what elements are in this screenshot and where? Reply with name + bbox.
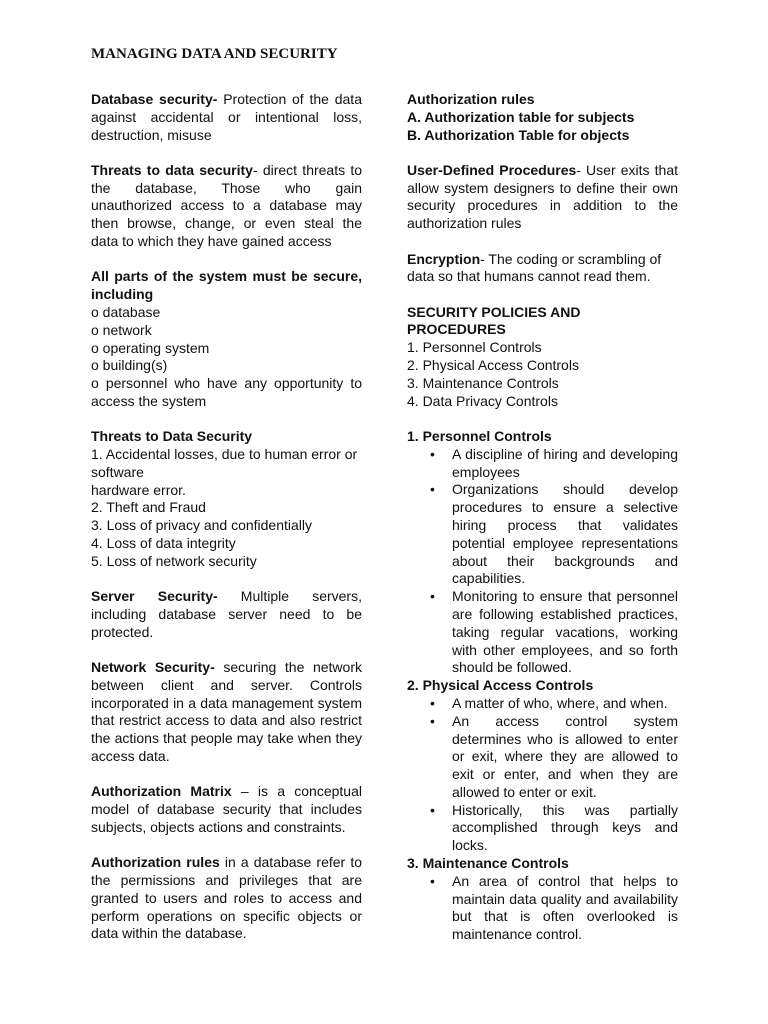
list-item: • Monitoring to ensure that personnel are following established practices, taking regular vacations, working with other employees, and so forth should be followed.: [452, 588, 678, 677]
list-item: • Historically, this was partially accomplished through keys and locks.: [452, 802, 678, 855]
encryption-text: - The coding or scrambling of data so that humans cannot read them.: [407, 250, 662, 285]
db-security-text: Protection of the data against accidental or intentional loss, destruction, misuse: [91, 91, 362, 143]
right-column: [407, 91, 678, 944]
list-item: 2. Theft and Fraud: [91, 499, 206, 516]
threats-definition-term: Threats to data security: [91, 161, 253, 178]
server-security-text: Multiple servers, including database server need to be protected.: [91, 588, 362, 640]
page-title: MANAGING DATA AND SECURITY: [91, 46, 338, 62]
list-item: • An area of control that helps to maintain data quality and availability but that is often overlooked is maintenance control.: [452, 873, 678, 944]
db-security-term: Database security-: [91, 91, 218, 107]
list-item: hardware error.: [91, 481, 186, 498]
server-security-term: Server Security-: [91, 588, 218, 605]
list-item: • A matter of who, where, and when.: [452, 695, 678, 713]
auth-matrix-paragraph: [91, 783, 362, 836]
secure-parts-heading: All parts of the system must be secure, including: [91, 268, 362, 303]
auth-rules-definition-paragraph: [91, 854, 362, 943]
server-security-paragraph: [91, 588, 362, 641]
threats-list: [91, 446, 362, 571]
udp-text: - User exits that allow system designers to define their own security procedures in addition to the authorization rules: [407, 161, 678, 232]
auth-matrix-term: Authorization Matrix: [91, 783, 232, 800]
auth-rules-block: [407, 91, 678, 144]
db-security-paragraph: [91, 91, 362, 144]
auth-rules-definition-text: in a database refer to the permissions and privileges that are granted to users and roles to access and perform operations on specific objects or data within the database.: [91, 854, 362, 942]
secure-parts-list: [91, 304, 362, 411]
list-item: o operating system: [91, 339, 210, 356]
network-security-term: Network Security-: [91, 659, 215, 676]
list-item: • A discipline of hiring and developing employees: [452, 446, 678, 482]
list-item: • An access control system determines who is allowed to enter or exit, where they are allowed to exit or enter, and when they are allowed to enter or exit.: [452, 713, 678, 802]
udp-term: User-Defined Procedures: [407, 161, 577, 178]
auth-rules-heading: Authorization rules: [407, 91, 535, 107]
list-item: • Organizations should develop procedures to ensure a selective hiring process that validates potential employee representations about their backgrounds and capabilities.: [452, 481, 678, 588]
physical-access-heading: 2. Physical Access Controls: [407, 677, 594, 694]
list-item: 2. Physical Access Controls: [407, 357, 579, 374]
list-item: 5. Loss of network security: [91, 552, 257, 569]
maintenance-controls-heading: 3. Maintenance Controls: [407, 855, 569, 872]
threats-definition-text: - direct threats to the database, Those who gain unauthorized access to a database may then browse, change, or even steal the data to which they have gained access: [91, 161, 363, 250]
personnel-controls-heading: 1. Personnel Controls: [407, 427, 552, 444]
encryption-term: Encryption: [407, 250, 481, 267]
list-item: 1. Accidental losses, due to human error or software: [91, 446, 358, 480]
list-item: 3. Maintenance Controls: [407, 374, 559, 391]
list-item: o network: [91, 321, 152, 338]
physical-access-list: [407, 695, 678, 855]
encryption-paragraph: [407, 251, 678, 287]
auth-rules-subjects: A. Authorization table for subjects: [407, 108, 635, 125]
auth-rules-definition-term: Authorization rules: [91, 854, 220, 871]
list-item: 4. Loss of data integrity: [91, 535, 236, 552]
policies-list: [407, 339, 678, 410]
network-security-text: securing the network between client and server. Controls incorporated in a data management system that restrict access to data and also restrict the actions that people may take when they access data.: [91, 659, 362, 764]
list-item: o building(s): [91, 357, 168, 374]
threats-definition-paragraph: [91, 162, 362, 251]
list-item: 1. Personnel Controls: [407, 339, 542, 356]
personnel-controls-list: [407, 446, 678, 677]
list-item: o database: [91, 303, 161, 320]
maintenance-controls-list: [407, 873, 678, 944]
left-column: [91, 91, 362, 943]
list-item: 4. Data Privacy Controls: [407, 392, 558, 409]
network-security-paragraph: [91, 659, 362, 766]
auth-rules-objects: B. Authorization Table for objects: [407, 126, 630, 143]
list-item: o personnel who have any opportunity to access the system: [91, 375, 362, 409]
auth-matrix-text: – is a conceptual model of database security that includes subjects, objects actions and constraints.: [91, 783, 362, 835]
threats-list-heading: Threats to Data Security: [91, 428, 253, 445]
udp-paragraph: [407, 162, 678, 233]
list-item: 3. Loss of privacy and confidentially: [91, 517, 313, 534]
policies-heading: SECURITY POLICIES AND PROCEDURES: [407, 303, 581, 338]
